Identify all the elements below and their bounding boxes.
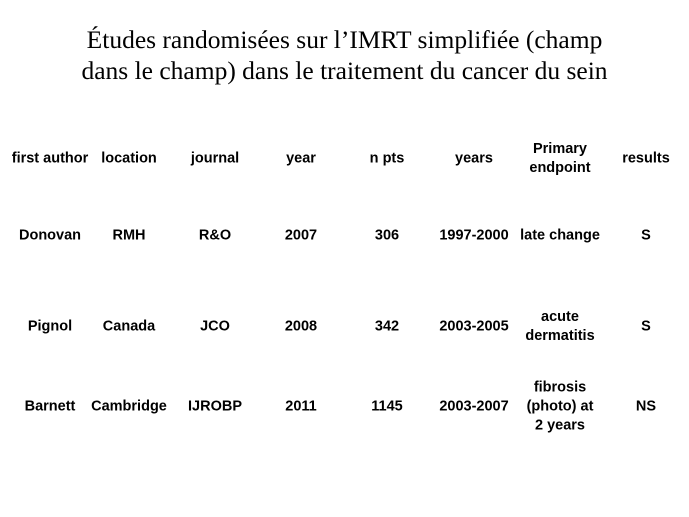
header-primary-endpoint: Primary endpoint [529,141,591,176]
cell-years: 2003-2007 [439,398,509,415]
cell-location: Cambridge [91,398,167,415]
header-location: location [101,150,157,167]
cell-n-pts: 1145 [371,398,403,415]
header-journal: journal [190,150,240,167]
header-year: year [286,150,316,167]
header-n-pts: n pts [369,150,405,167]
slide-title-line-1: Études randomisées sur l’IMRT simplifiée (champ [86,25,603,54]
header-years: years [455,150,493,167]
header-first-author: first author [11,150,89,167]
cell-year: 2007 [284,227,318,244]
cell-years: 2003-2005 [439,318,509,335]
slide-title-line-2: dans le champ) dans le traitement du cancer du sein [81,56,608,85]
cell-n-pts: 342 [374,318,400,335]
cell-first-author: Donovan [18,227,82,244]
cell-location: RMH [112,227,146,244]
cell-location: Canada [102,318,156,335]
cell-years: 1997-2000 [439,227,509,244]
cell-results: S [641,227,651,244]
cell-first-author: Pignol [27,318,73,335]
cell-year: 2008 [284,318,318,335]
cell-primary-endpoint: fibrosis (photo) at 2 years [526,379,594,434]
cell-primary-endpoint: acute dermatitis [525,309,595,344]
cell-results: NS [635,398,657,415]
cell-primary-endpoint: late change [520,227,600,244]
cell-first-author: Barnett [24,398,76,415]
cell-journal: R&O [198,227,232,244]
cell-n-pts: 306 [374,227,400,244]
cell-year: 2011 [285,398,317,415]
header-results: results [622,150,670,167]
cell-results: S [641,318,651,335]
cell-journal: IJROBP [188,398,242,415]
cell-journal: JCO [200,318,230,335]
